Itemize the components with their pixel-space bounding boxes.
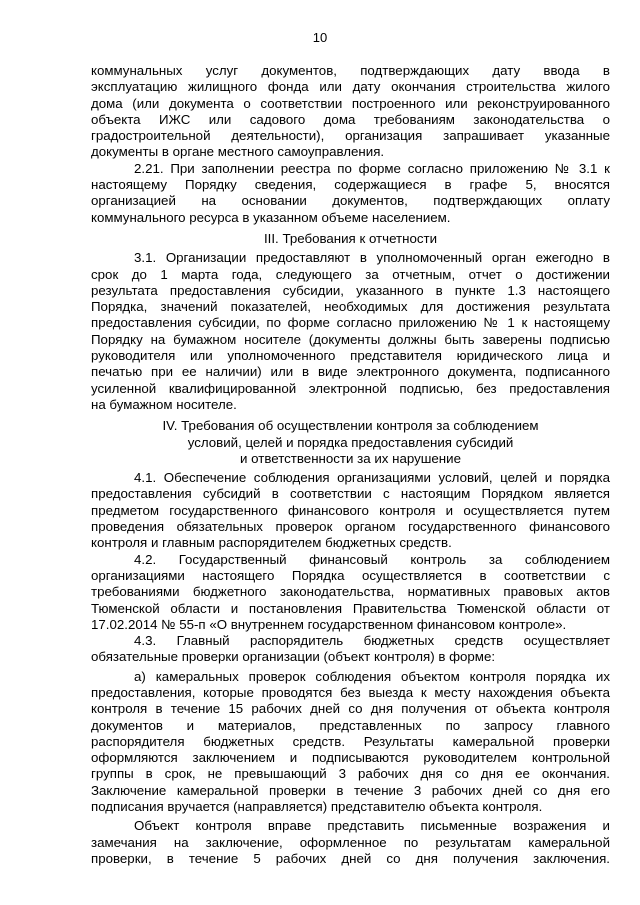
text-line: предоставления субсидий в соответствии с настоящим Порядком является bbox=[91, 486, 610, 502]
text-line: документы в органе местного самоуправления. bbox=[91, 144, 385, 160]
text-line: срок до 1 марта года, следующего за отчетным, отчет о достижении bbox=[91, 266, 610, 282]
text-line: контроля в течение 15 рабочих дней со дня получения от объекта контроля bbox=[91, 701, 610, 717]
paragraph-4-3 bbox=[91, 633, 610, 666]
text-line: 4.3. Главный распорядитель бюджетных средств осуществляет bbox=[134, 633, 610, 649]
text-line: 3.1. Организации предоставляют в уполномоченный орган ежегодно в bbox=[134, 250, 610, 266]
text-line: проверки, в течение 5 рабочих дней со дня получения заключения. bbox=[91, 850, 610, 866]
text-line: 4.2. Государственный финансовый контроль за соблюдением bbox=[134, 551, 610, 567]
page-number: 10 bbox=[312, 30, 328, 45]
paragraph-4-1 bbox=[91, 470, 610, 551]
text-line: а) камеральных проверок соблюдения объектом контроля порядка их bbox=[134, 668, 610, 684]
text-line: предоставления субсидии, по форме согласно приложению № 1 к настоящему bbox=[91, 315, 610, 331]
heading-line: и ответственности за их нарушение bbox=[240, 450, 461, 466]
paragraph-continuation bbox=[91, 63, 610, 161]
text-line: 17.02.2014 № 55-п «О внутреннем государственном финансовом контроле». bbox=[91, 616, 567, 632]
text-line: Объект контроля вправе представить письменные возражения и bbox=[134, 818, 610, 834]
paragraph-2-21 bbox=[91, 161, 610, 226]
text-line: коммунальных услуг документов, подтверждающих дату ввода в bbox=[91, 63, 610, 78]
text-line: обязательные проверки организации (объект контроля) в форме: bbox=[91, 649, 496, 665]
paragraph-objection bbox=[91, 818, 610, 867]
text-line: 4.1. Обеспечение соблюдения организациями условий, целей и порядка bbox=[134, 470, 610, 486]
text-line: контроля и главным распорядителем бюджетных средств. bbox=[91, 535, 452, 551]
text-line: предоставления, которые проводятся без выезда к месту нахождения объекта bbox=[91, 684, 610, 700]
text-line: документов и материалов, представленных по запросу главного bbox=[91, 717, 610, 733]
text-line: Тюменской области и постановления Правительства Тюменской области от bbox=[91, 600, 610, 616]
heading-line: условий, целей и порядка предоставления субсидий bbox=[187, 434, 514, 450]
text-line: замечания на заключение, оформленное по результатам камеральной bbox=[91, 834, 610, 850]
text-line: 2.21. При заполнении реестра по форме согласно приложению № 3.1 к bbox=[134, 160, 610, 176]
text-line: коммунального ресурса в указанном объеме населением. bbox=[91, 209, 451, 225]
text-line: градостроительной деятельности), организация запрашивает указанные bbox=[91, 128, 610, 144]
text-line: группы в срок, не превышающий 3 рабочих дня со дня ее окончания. bbox=[91, 766, 610, 782]
text-line: оформляются заключением и подписываются руководителем контрольной bbox=[91, 750, 610, 766]
section-heading-4 bbox=[91, 418, 610, 467]
heading-line: IV. Требования об осуществлении контроля за соблюдением bbox=[162, 418, 539, 434]
text-line: Порядку на бумажном носителе (документы должны быть заверены подписью bbox=[91, 331, 610, 347]
text-line: проведения обязательных проверок органом государственного финансового bbox=[91, 519, 610, 535]
text-line: организациями настоящего Порядка осуществляется в соответствии с bbox=[91, 567, 610, 583]
paragraph-4-2 bbox=[91, 552, 610, 633]
document-body bbox=[91, 63, 610, 867]
text-line: требованиями бюджетного законодательства, нормативных правовых актов bbox=[91, 584, 610, 600]
text-line: подписания вручается (направляется) представителю объекта контроля. bbox=[91, 799, 543, 815]
text-line: настоящему Порядку сведения, содержащиеся в графе 5, вносятся bbox=[91, 177, 610, 193]
section-heading-3: III. Требования к отчетности bbox=[263, 230, 438, 246]
text-line: Порядка, значений показателей, необходимых для достижения результата bbox=[91, 299, 610, 315]
paragraph-4-3-a bbox=[91, 669, 610, 816]
text-line: предметом государственного финансового контроля и осуществляется путем bbox=[91, 502, 610, 518]
text-line: дома (или документа о соответствии построенного или реконструированного bbox=[91, 95, 610, 111]
text-line: на бумажном носителе. bbox=[91, 396, 237, 412]
text-line: организацией на основании документов, подтверждающих оплату bbox=[91, 193, 610, 209]
text-line: распорядителя бюджетных средств. Результаты камеральной проверки bbox=[91, 733, 610, 749]
text-line: объекта ИЖС или садового дома требованиям законодательства о bbox=[91, 111, 610, 127]
text-line: усиленной квалифицированной электронной подписью, без предоставления bbox=[91, 380, 610, 396]
paragraph-3-1 bbox=[91, 250, 610, 413]
text-line: Заключение камеральной проверки в течение 3 рабочих дней со дня его bbox=[91, 782, 610, 798]
text-line: эксплуатацию жилищного фонда или дату окончания строительства жилого bbox=[91, 79, 610, 95]
text-line: руководителя или уполномоченного представителя юридического лица и bbox=[91, 348, 610, 364]
text-line: результата предоставления субсидии, указанного в пункте 1.3 настоящего bbox=[91, 282, 610, 298]
text-line: печатью при ее наличии) или в виде электронного документа, подписанного bbox=[91, 364, 610, 380]
